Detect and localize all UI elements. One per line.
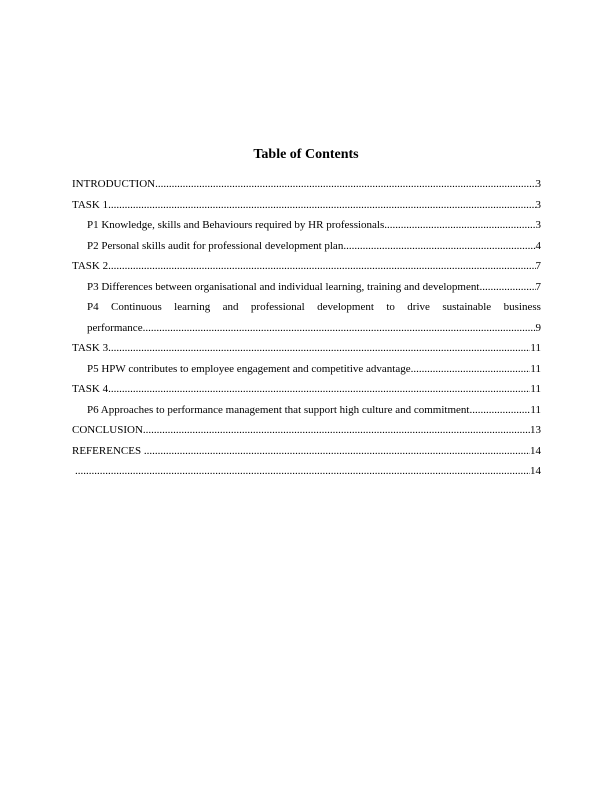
dot-leader xyxy=(144,441,530,462)
toc-word: development xyxy=(317,301,374,313)
toc-entry-page: 7 xyxy=(535,260,541,272)
toc-entry-page: 11 xyxy=(530,403,541,416)
toc-entry-label: TASK 1 xyxy=(72,198,109,211)
toc-word: professional xyxy=(250,301,305,313)
dot-leader xyxy=(75,461,530,482)
toc-word: business xyxy=(503,301,541,313)
toc-word: Continuous xyxy=(111,301,162,313)
toc-entry-p3[interactable] xyxy=(72,277,541,298)
dot-leader xyxy=(143,318,536,339)
dot-leader xyxy=(155,174,535,195)
toc-entry-page: 7 xyxy=(535,280,541,293)
toc-entry-task-3[interactable] xyxy=(72,338,541,359)
dot-leader xyxy=(469,400,530,421)
toc-word: and xyxy=(222,301,239,313)
toc-entry-p2[interactable] xyxy=(72,236,541,257)
toc-entry-task-1[interactable] xyxy=(72,195,541,216)
toc-entry-page: 4 xyxy=(535,239,541,252)
dot-leader xyxy=(343,236,535,257)
toc-entry-p4[interactable] xyxy=(72,297,541,338)
toc-entry-p6[interactable] xyxy=(72,400,541,421)
toc-entry-page: 3 xyxy=(535,219,541,231)
dot-leader xyxy=(143,420,530,441)
toc-entry-references[interactable] xyxy=(72,441,541,462)
toc-entry-introduction[interactable] xyxy=(72,174,541,195)
toc-entry-page: 13 xyxy=(530,424,541,436)
toc-word: learning xyxy=(174,301,211,313)
toc-entry-p5[interactable] xyxy=(72,359,541,380)
toc-entry-page: 11 xyxy=(530,383,541,395)
toc-entry-page: 3 xyxy=(535,198,541,211)
toc-entry-page: 9 xyxy=(535,321,541,334)
dot-leader xyxy=(108,379,530,400)
toc-entry-label: P2 Personal skills audit for professional development plan xyxy=(87,239,344,252)
toc-entry-label-line-1 xyxy=(87,297,541,318)
dot-leader xyxy=(479,277,535,298)
toc-entry-page: 14 xyxy=(530,444,541,457)
toc-entry-page: 11 xyxy=(530,342,541,354)
table-of-contents xyxy=(72,174,541,482)
dot-leader xyxy=(411,359,531,380)
toc-entry-page: 11 xyxy=(530,362,541,375)
toc-entry-page: 3 xyxy=(535,178,541,190)
toc-entry-label: REFERENCES xyxy=(72,444,144,457)
toc-word: drive xyxy=(407,301,430,313)
toc-entry-label: INTRODUCTION xyxy=(72,178,156,190)
dot-leader xyxy=(108,195,535,216)
toc-entry-label: P3 Differences between organisational and individual learning, training and development xyxy=(87,280,480,293)
toc-word: P4 xyxy=(87,301,99,313)
toc-entry-label: TASK 3 xyxy=(72,342,109,354)
toc-entry-conclusion[interactable] xyxy=(72,420,541,441)
toc-entry-label: TASK 2 xyxy=(72,260,109,272)
toc-entry-label: performance xyxy=(87,321,143,334)
toc-entry-task-4[interactable] xyxy=(72,379,541,400)
dot-leader xyxy=(384,215,535,236)
toc-entry-task-2[interactable] xyxy=(72,256,541,277)
toc-title: Table of Contents xyxy=(253,147,359,162)
toc-entry-untitled[interactable] xyxy=(72,461,541,482)
toc-word: sustainable xyxy=(442,301,492,313)
toc-entry-label: P5 HPW contributes to employee engagement and competitive advantage xyxy=(87,362,411,375)
toc-entry-label-line-2 xyxy=(87,318,541,339)
toc-word: to xyxy=(386,301,395,313)
toc-entry-label: TASK 4 xyxy=(72,383,109,395)
toc-entry-label: P6 Approaches to performance management that support high culture and commitment xyxy=(87,403,470,416)
dot-leader xyxy=(108,256,535,277)
toc-entry-label: P1 Knowledge, skills and Behaviours required by HR professionals xyxy=(87,219,385,231)
toc-entry-label: CONCLUSION xyxy=(72,424,143,436)
toc-entry-p1[interactable] xyxy=(72,215,541,236)
toc-entry-page: 14 xyxy=(530,465,541,477)
dot-leader xyxy=(108,338,530,359)
